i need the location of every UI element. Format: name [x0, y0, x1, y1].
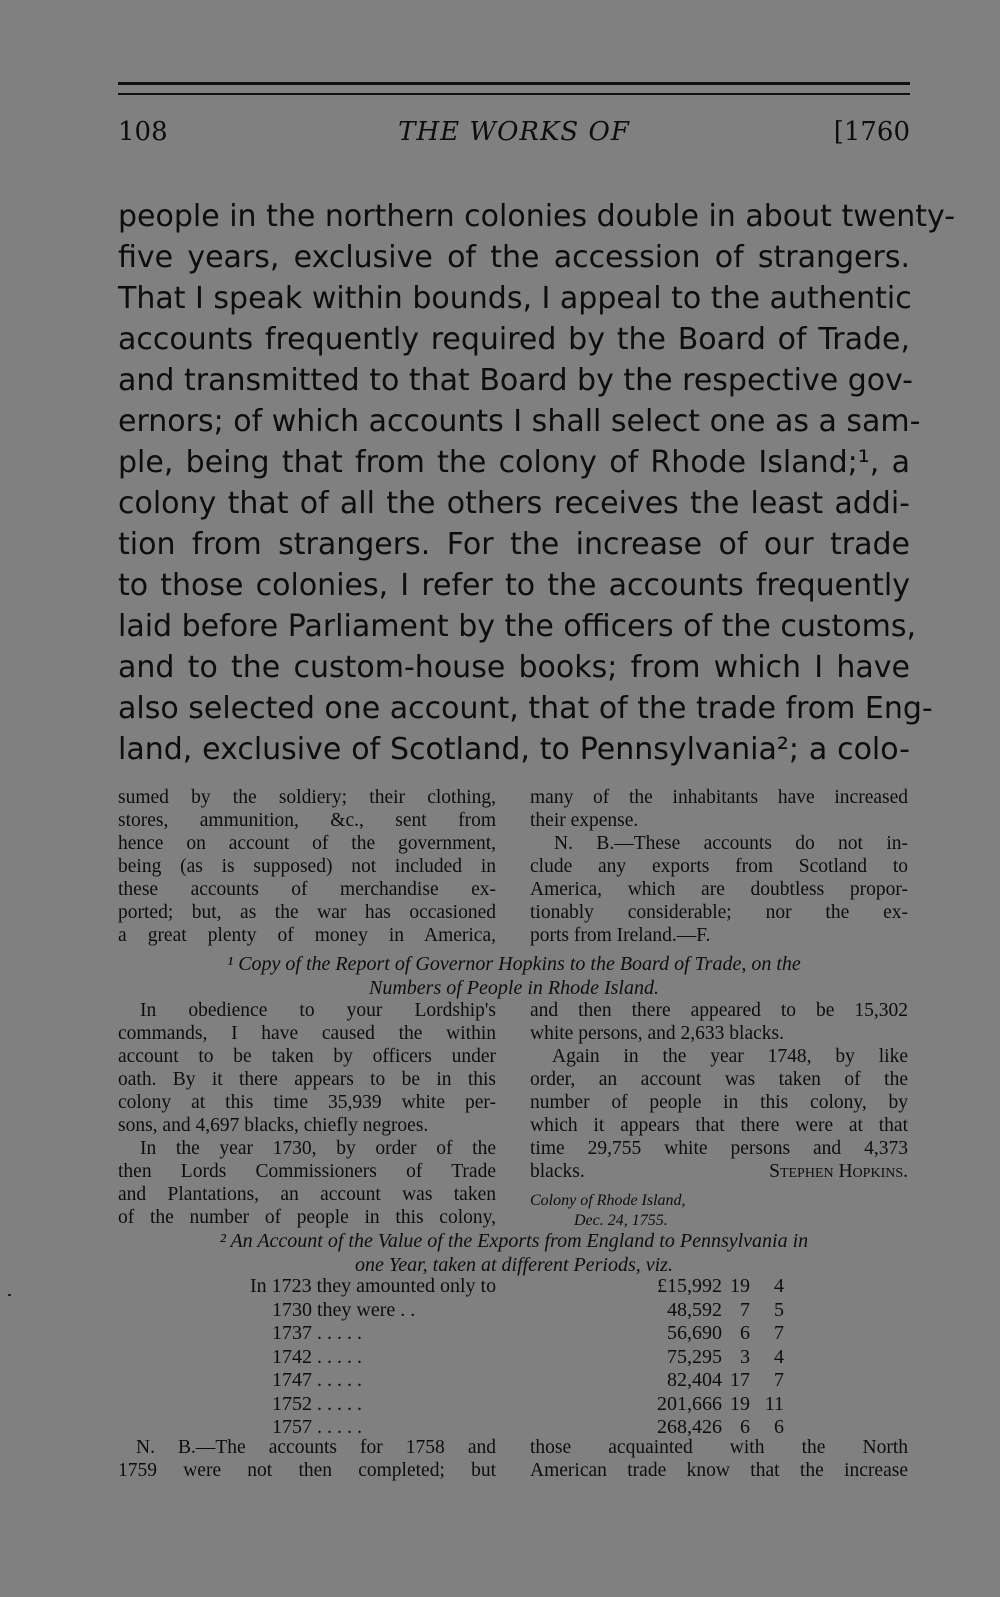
blacks-signature-line — [530, 1160, 908, 1183]
row-pence: 4 — [774, 1345, 784, 1368]
footnote-line: their expense. — [530, 810, 639, 831]
footnote-line: of the number of people in this colony, — [118, 1207, 496, 1228]
running-title: THE WORKS OF — [398, 117, 630, 147]
running-header — [118, 117, 910, 157]
footnote-line: ports from Ireland.—F. — [530, 925, 711, 946]
exports-table — [250, 1275, 784, 1440]
table-row — [250, 1275, 784, 1299]
body-line: people in the northern colonies double in about twenty- — [118, 199, 956, 234]
footnote-line: white persons, and 2,633 blacks. — [530, 1023, 784, 1044]
row-amount: 56,690 — [667, 1322, 722, 1345]
body-line: colony that of all the others receives the least addi- — [118, 486, 910, 521]
dateline: Colony of Rhode Island, — [530, 1192, 686, 1209]
dateline-date: Dec. 24, 1755. — [574, 1212, 668, 1229]
footnote-line: sons, and 4,697 blacks, chiefly negroes. — [118, 1115, 429, 1136]
footnote-line: which it appears that there were at that — [530, 1115, 908, 1136]
row-shillings: 7 — [740, 1298, 750, 1321]
main-text — [118, 196, 956, 770]
footnote-line: then Lords Commissioners of Trade — [118, 1161, 496, 1182]
footnote-line: N. B.—The accounts for 1758 and — [136, 1437, 496, 1458]
body-line: accounts frequently required by the Board of Trade, — [118, 322, 910, 357]
footnote-line: number of people in this colony, by — [530, 1092, 908, 1113]
footnote-line: hence on account of the government, — [118, 833, 496, 854]
row-pence: 4 — [774, 1275, 784, 1298]
row-label: 1747 . . . . . — [272, 1369, 362, 1392]
row-label: 1742 . . . . . — [272, 1345, 362, 1368]
row-amount: 268,426 — [657, 1416, 722, 1439]
top-rule — [118, 82, 910, 85]
footnote-line: many of the inhabitants have increased — [530, 787, 908, 808]
body-line: and to the custom-house books; from which I have — [118, 650, 910, 685]
row-shillings: 6 — [740, 1322, 750, 1345]
footnote-line: Again in the year 1748, by like — [552, 1046, 908, 1067]
footnote2-note-right — [530, 1436, 908, 1482]
row-shillings: 3 — [740, 1345, 750, 1368]
footnote1-heading-line: ¹ Copy of the Report of Governor Hopkins to the Board of Trade, on the — [227, 953, 801, 975]
footnote-line: In the year 1730, by order of the — [140, 1138, 496, 1159]
row-pence: 7 — [774, 1322, 784, 1345]
table-row — [250, 1346, 784, 1370]
row-pence: 5 — [774, 1298, 784, 1321]
footnote-line: N. B.—These accounts do not in- — [554, 833, 908, 854]
footnote-line: tionably considerable; nor the ex- — [530, 902, 908, 923]
footnote-line: ported; but, as the war has occasioned — [118, 902, 496, 923]
footnote-line: and then there appeared to be 15,302 — [530, 1000, 908, 1021]
body-line: to those colonies, I refer to the accounts frequently — [118, 568, 910, 603]
body-line: tion from strangers. For the increase of our trade — [118, 527, 910, 562]
row-amount: 48,592 — [667, 1298, 722, 1321]
row-label: 1757 . . . . . — [272, 1416, 362, 1439]
row-label: In 1723 they amounted only to — [250, 1275, 497, 1298]
row-amount: £15,992 — [657, 1275, 722, 1298]
footnote-line: America, which are doubtless propor- — [530, 879, 908, 900]
footnote2-note-left — [118, 1436, 496, 1482]
row-pence: 11 — [764, 1392, 784, 1415]
table-row — [250, 1322, 784, 1346]
top-rule-thin — [118, 93, 910, 95]
footnote-line: a great plenty of money in America, — [118, 925, 496, 946]
footnote-line: oath. By it there appears to be in this — [118, 1069, 496, 1090]
body-line: laid before Parliament by the officers of the customs, — [118, 609, 917, 644]
footnote-col-left — [118, 786, 496, 947]
signature: Stephen Hopkins. — [769, 1161, 908, 1182]
footnote2-heading-line: one Year, taken at different Periods, viz. — [355, 1254, 673, 1276]
row-label: 1737 . . . . . — [272, 1322, 362, 1345]
table-row — [250, 1299, 784, 1323]
footnote-line: being (as is supposed) not included in — [118, 856, 496, 877]
footnote-line: order, an account was taken of the — [530, 1069, 908, 1090]
footnote-line: those acquainted with the North — [530, 1437, 908, 1458]
footnote-line: In obedience to your Lordship's — [140, 1000, 496, 1021]
running-year: [1760 — [833, 117, 910, 147]
footnote-line: time 29,755 white persons and 4,373 — [530, 1138, 908, 1159]
row-shillings: 17 — [730, 1369, 750, 1392]
body-line: ernors; of which accounts I shall select one as a sam- — [118, 404, 921, 439]
page-number: 108 — [118, 117, 168, 147]
row-amount: 75,295 — [667, 1345, 722, 1368]
footnote1-heading — [118, 952, 910, 1000]
body-line: That I speak within bounds, I appeal to the authentic — [118, 281, 912, 316]
footnote-line: sumed by the soldiery; their clothing, — [118, 787, 496, 808]
margin-speck — [8, 1294, 11, 1296]
footnote-line: colony at this time 35,939 white per- — [118, 1092, 496, 1113]
body-line: and transmitted to that Board by the respective gov- — [118, 363, 913, 398]
row-amount: 82,404 — [667, 1369, 722, 1392]
row-amount: 201,666 — [657, 1392, 722, 1415]
footnote-line: blacks. — [530, 1161, 585, 1182]
footnote-line: these accounts of merchandise ex- — [118, 879, 496, 900]
row-label: 1730 they were . . — [272, 1298, 416, 1321]
table-row — [250, 1369, 784, 1393]
row-shillings: 19 — [730, 1392, 750, 1415]
row-label: 1752 . . . . . — [272, 1392, 362, 1415]
row-pence: 6 — [774, 1416, 784, 1439]
row-shillings: 6 — [740, 1416, 750, 1439]
footnote1-col-right — [530, 999, 908, 1231]
body-line: also selected one account, that of the trade from Eng- — [118, 691, 933, 726]
row-pence: 7 — [774, 1369, 784, 1392]
footnote1-heading-line: Numbers of People in Rhode Island. — [369, 977, 659, 999]
footnote-line: clude any exports from Scotland to — [530, 856, 908, 877]
footnote-line: American trade know that the increase — [530, 1460, 908, 1481]
footnote-line: account to be taken by officers under — [118, 1046, 496, 1067]
footnote-line: 1759 were not then completed; but — [118, 1460, 496, 1481]
footnote-line: stores, ammunition, &c., sent from — [118, 810, 496, 831]
body-line: ple, being that from the colony of Rhode Island;¹, a — [118, 445, 910, 480]
footnote-line: and Plantations, an account was taken — [118, 1184, 496, 1205]
table-row — [250, 1393, 784, 1417]
footnote1-col-left — [118, 999, 496, 1229]
body-line: land, exclusive of Scotland, to Pennsylvania²; a colo- — [118, 732, 910, 767]
footnote2-heading-line: ² An Account of the Value of the Exports from England to Pennsylvania in — [219, 1230, 809, 1252]
footnote-col-right — [530, 786, 908, 947]
body-line: five years, exclusive of the accession of strangers. — [118, 240, 910, 275]
footnote2-heading — [118, 1229, 910, 1277]
footnote-line: commands, I have caused the within — [118, 1023, 496, 1044]
row-shillings: 19 — [730, 1275, 750, 1298]
